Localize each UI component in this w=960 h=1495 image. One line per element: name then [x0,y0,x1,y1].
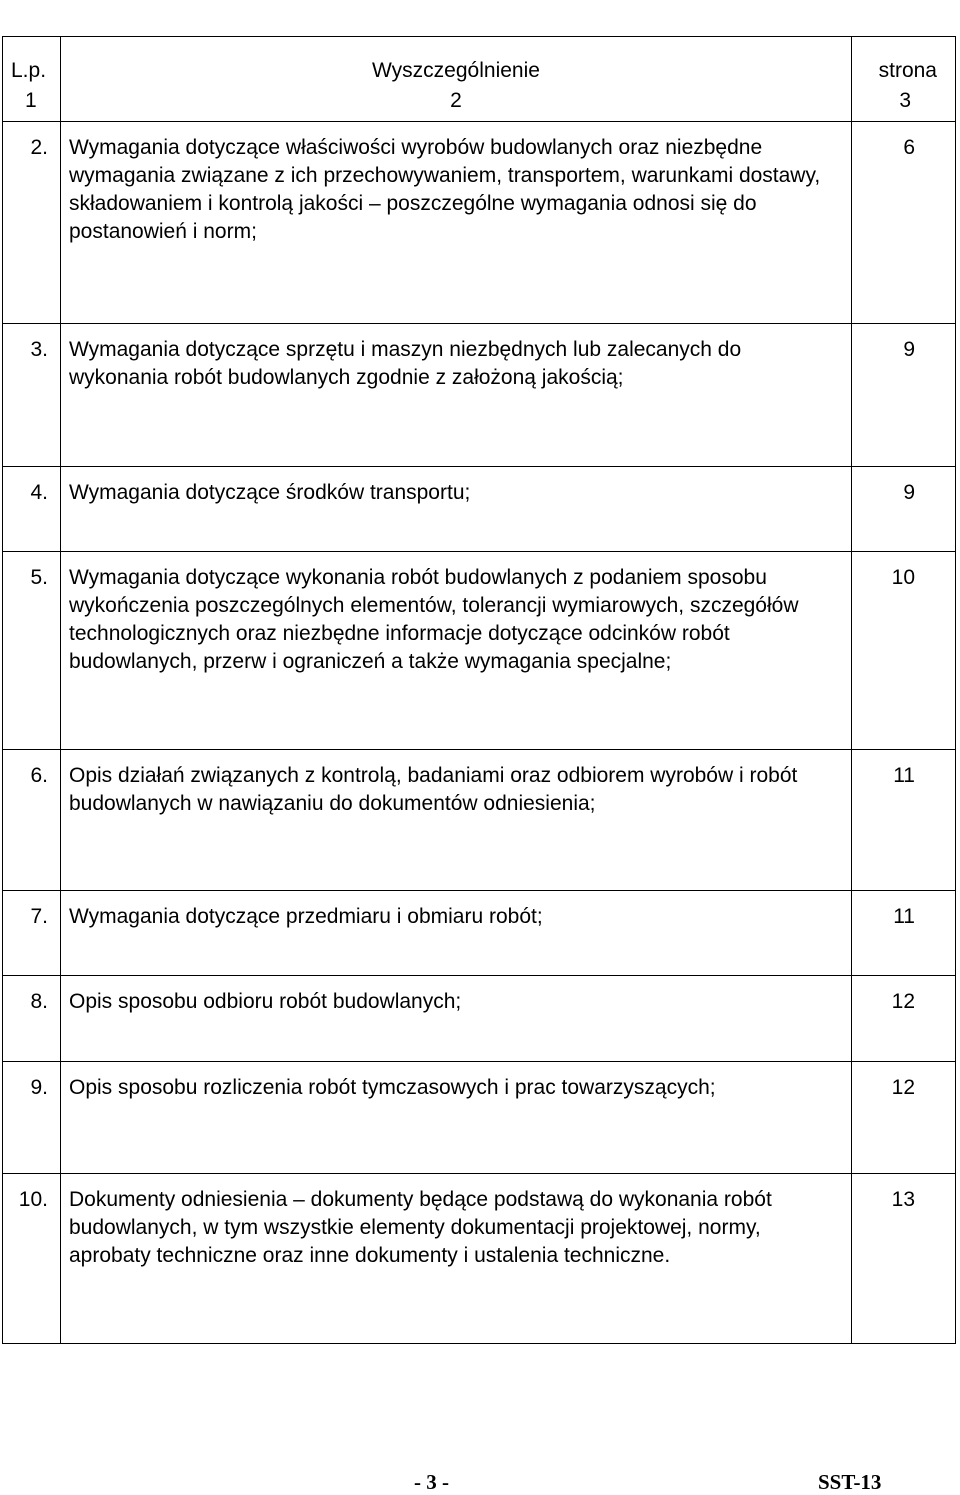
row-lp: 2. [3,122,61,324]
row-desc: Opis działań związanych z kontrolą, badaniami oraz odbiorem wyrobów i robót budowlanych w nawiązaniu do dokumentów odniesienia; [61,750,852,891]
table-row [3,891,956,976]
row-desc: Wymagania dotyczące przedmiaru i obmiaru robót; [61,891,852,976]
row-lp: 7. [3,891,61,976]
table-row [3,552,956,750]
row-lp: 10. [3,1174,61,1344]
table-row [3,324,956,467]
header-desc: Wyszczególnienie [61,37,852,88]
table-row [3,976,956,1062]
row-lp: 3. [3,324,61,467]
header-row [3,37,956,88]
row-desc: Wymagania dotyczące sprzętu i maszyn niezbędnych lub zalecanych do wykonania robót budowlanych zgodnie z założoną jakością; [61,324,852,467]
table-row [3,750,956,891]
column-number-3: 3 [852,87,956,122]
row-lp: 8. [3,976,61,1062]
row-desc: Wymagania dotyczące właściwości wyrobów budowlanych oraz niezbędne wymagania związane z ich przechowywaniem, transportem, warunkami dostawy, składowaniem i kontrolą jakości – poszczególne wymagania odnosi się do postanowień i norm; [61,122,852,324]
row-desc: Opis sposobu rozliczenia robót tymczasowych i prac towarzyszących; [61,1062,852,1174]
row-lp: 4. [3,467,61,552]
column-number-2: 2 [61,87,852,122]
row-page: 11 [852,891,956,976]
row-desc: Wymagania dotyczące wykonania robót budowlanych z podaniem sposobu wykończenia poszczególnych elementów, tolerancji wymiarowych, szczegółów technologicznych oraz niezbędne informacje dotyczące odcinków robót budowlanych, przerw i ograniczeń a także wymagania specjalne; [61,552,852,750]
column-number-1: 1 [3,87,61,122]
row-page: 10 [852,552,956,750]
row-desc: Dokumenty odniesienia – dokumenty będące podstawą do wykonania robót budowlanych, w tym wszystkie elementy dokumentacji projektowej, normy, aprobaty techniczne oraz inne dokumenty i ustalenia techniczne. [61,1174,852,1344]
row-page: 12 [852,976,956,1062]
row-page: 6 [852,122,956,324]
footer-document-code: SST-13 [818,1470,882,1494]
row-page: 9 [852,324,956,467]
column-number-row [3,87,956,122]
header-page: strona [852,37,956,88]
row-desc: Opis sposobu odbioru robót budowlanych; [61,976,852,1062]
row-page: 12 [852,1062,956,1174]
table-row [3,1062,956,1174]
table-row [3,467,956,552]
row-page: 9 [852,467,956,552]
row-desc: Wymagania dotyczące środków transportu; [61,467,852,552]
table-row [3,122,956,324]
row-lp: 5. [3,552,61,750]
row-page: 13 [852,1174,956,1344]
row-page: 11 [852,750,956,891]
row-lp: 6. [3,750,61,891]
row-lp: 9. [3,1062,61,1174]
table-of-contents [2,36,956,1344]
table-row [3,1174,956,1344]
header-lp: L.p. [3,37,61,88]
footer-page-number: - 3 - [414,1470,449,1494]
